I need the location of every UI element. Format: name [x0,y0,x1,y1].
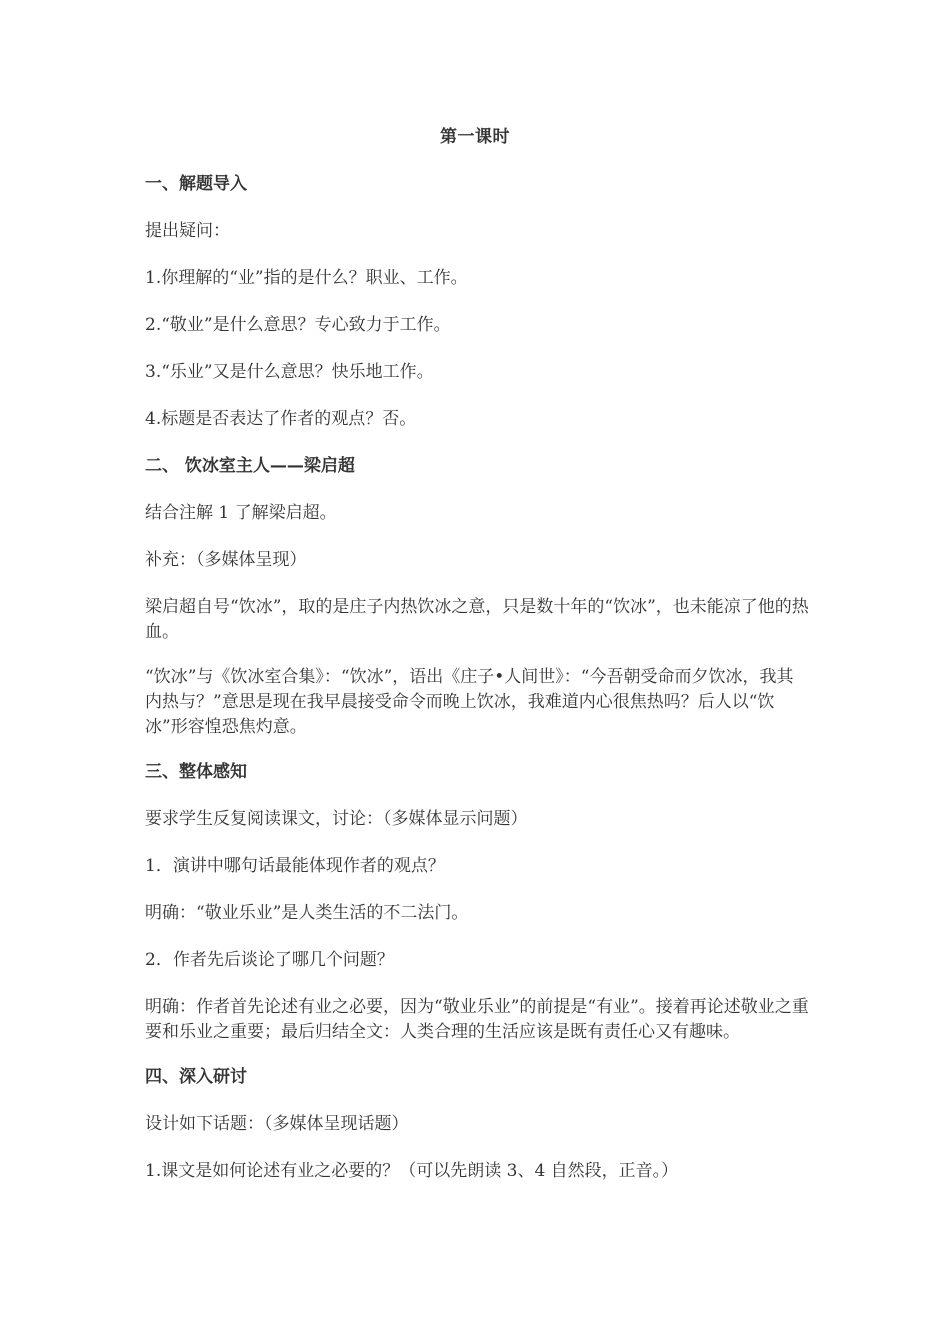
page-title: 第一课时 [440,127,510,147]
paragraph: 结合注解 1 了解梁启超。 [145,503,337,523]
section-heading-2: 二、 饮冰室主人——梁启超 [145,456,355,476]
paragraph: 补充：（多媒体呈现） [145,550,307,570]
question-item: 2.“敬业”是什么意思？专心致力于工作。 [145,315,451,335]
paragraph: “饮冰”与《饮冰室合集》：“饮冰”，语出《庄子•人间世》：“今吾朝受命而夕饮冰，我其内热与？”意思是现在我早晨接受命令而晚上饮冰，我难道内心很焦热吗？后人以“饮冰”形容惶恐焦灼意。 [145,667,794,737]
section-heading-4: 四、深入研讨 [145,1067,247,1087]
section-heading-3: 三、整体感知 [145,762,247,782]
paragraph: 要求学生反复阅读课文，讨论：（多媒体显示问题） [145,809,528,829]
question-item: 3.“乐业”又是什么意思？快乐地工作。 [145,362,434,382]
answer-paragraph: 明确：“敬业乐业”是人类生活的不二法门。 [145,903,469,923]
paragraph: 提出疑问： [145,221,230,241]
question-item: 1.课文是如何论述有业之必要的？（可以先朗读 3、4 自然段，正音。） [145,1161,679,1181]
answer-paragraph: 明确：作者首先论述有业之必要，因为“敬业乐业”的前提是“有业”。接着再论述敬业之重要和乐业之重要；最后归结全文：人类合理的生活应该是既有责任心又有趣味。 [145,997,809,1042]
question-item: 2．作者先后谈论了哪几个问题？ [145,950,394,970]
section-heading-1: 一、解题导入 [145,174,247,194]
question-item: 1．演讲中哪句话最能体现作者的观点？ [145,856,445,876]
document-body [145,172,810,1206]
paragraph: 设计如下话题：（多媒体呈现话题） [145,1114,409,1134]
question-item: 1.你理解的“业”指的是什么？职业、工作。 [145,268,468,288]
question-item: 4.标题是否表达了作者的观点？否。 [145,409,417,429]
paragraph: 梁启超自号“饮冰”，取的是庄子内热饮冰之意，只是数十年的“饮冰”，也未能凉了他的热血。 [145,597,809,642]
